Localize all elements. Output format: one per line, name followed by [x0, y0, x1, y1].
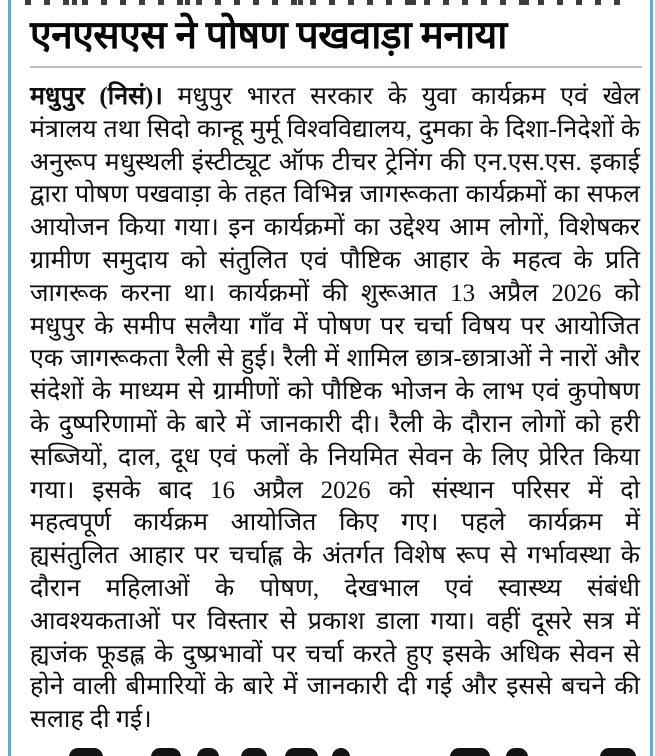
body-line: दौरान महिलाओं के पोषण, देखभाल एवं स्वास्थ्य संबंधी [30, 574, 640, 602]
body-line: ह्यसंतुलित आहार पर चर्चाह्ल के अंतर्गत विशेष रूप से गर्भावस्था के [30, 542, 640, 570]
body-line: द्वारा पोषण पखवाड़ा के तहत विभिन्न जागरूकता कार्यक्रमों का सफल [30, 181, 640, 209]
body-line-text: मधुपुर भारत सरकार के युवा कार्यक्रम एवं खेल [162, 83, 640, 110]
body-line-last: सलाह दी गई। [30, 706, 152, 734]
news-clipping-frame [8, 0, 653, 756]
body-line: जागरूक करना था। कार्यक्रमों की शुरूआत 13 अप्रैल 2026 को [30, 279, 640, 307]
body-line: सब्जियों, दाल, दूध एवं फलों के नियमित सेवन के लिए प्रेरित किया [30, 443, 640, 471]
cropped-line-bottom-fragments [41, 748, 636, 756]
article-content [11, 0, 650, 756]
body-line: आवश्यकताओं पर विस्तार से प्रकाश डाला गया। वहीं दूसरे सत्र में [30, 607, 640, 635]
letter-top-fragment [241, 748, 267, 756]
letter-top-fragment [69, 748, 103, 756]
body-line: गया। इसके बाद 16 अप्रैल 2026 को संस्थान परिसर में दो [30, 476, 640, 504]
letter-top-fragment [506, 748, 528, 756]
letter-top-fragment [450, 748, 490, 756]
body-line: मधुपुर के समीप सलैया गाँव में पोषण पर चर्चा विषय पर आयोजित [30, 312, 640, 340]
body-line: महत्वपूर्ण कार्यक्रम आयोजित किए गए। पहले कार्यक्रम में [30, 509, 640, 537]
body-line [30, 81, 640, 114]
body-line: होने वाली बीमारियों के बारे में जानकारी दी गई और इससे बचने की [30, 673, 640, 701]
letter-top-fragment [332, 748, 350, 756]
body-line: अनुरूप मधुस्थली इंस्टीट्यूट ऑफ टीचर ट्रेनिंग की एन.एस.एस. इकाई [30, 148, 640, 176]
article-headline: एनएसएस ने पोषण पखवाड़ा मनाया [30, 14, 507, 57]
body-lines [30, 114, 640, 704]
body-line: एक जागरूकता रैली से हुई। रैली में शामिल छात्र-छात्राओं ने नारों और [30, 345, 640, 373]
letter-top-fragment [151, 748, 181, 756]
headline-divider-rule [30, 66, 642, 68]
body-line: के दुष्परिणामों के बारे में जानकारी दी। रैली के दौरान लोगों को हरी [30, 410, 640, 438]
letter-top-fragment [285, 748, 319, 756]
dateline: मधुपुर (निसं)। [30, 83, 163, 110]
cropped-line-top-fragments [25, 0, 630, 5]
body-line: ग्रामीण समुदाय को संतुलित एवं पौष्टिक आहार के महत्व के प्रति [30, 246, 640, 274]
body-line: ह्यजंक फूडह्ल के दुष्प्रभावों पर चर्चा करते हुए इसके अधिक सेवन से [30, 640, 640, 668]
letter-top-fragment [197, 748, 219, 756]
letter-top-fragment [600, 748, 636, 756]
body-line: आयोजन किया गया। इन कार्यक्रमों का उद्देश्य आम लोगों, विशेषकर [30, 214, 640, 242]
body-line: संदेशों के माध्यम से ग्रामीणों को पौष्टिक भोजन के लाभ एवं कुपोषण [30, 378, 640, 406]
article-body [30, 81, 640, 737]
body-line: मंत्रालय तथा सिदो कान्हू मुर्मू विश्वविद्यालय, दुमका के दिशा-निदेशों के [30, 115, 640, 143]
